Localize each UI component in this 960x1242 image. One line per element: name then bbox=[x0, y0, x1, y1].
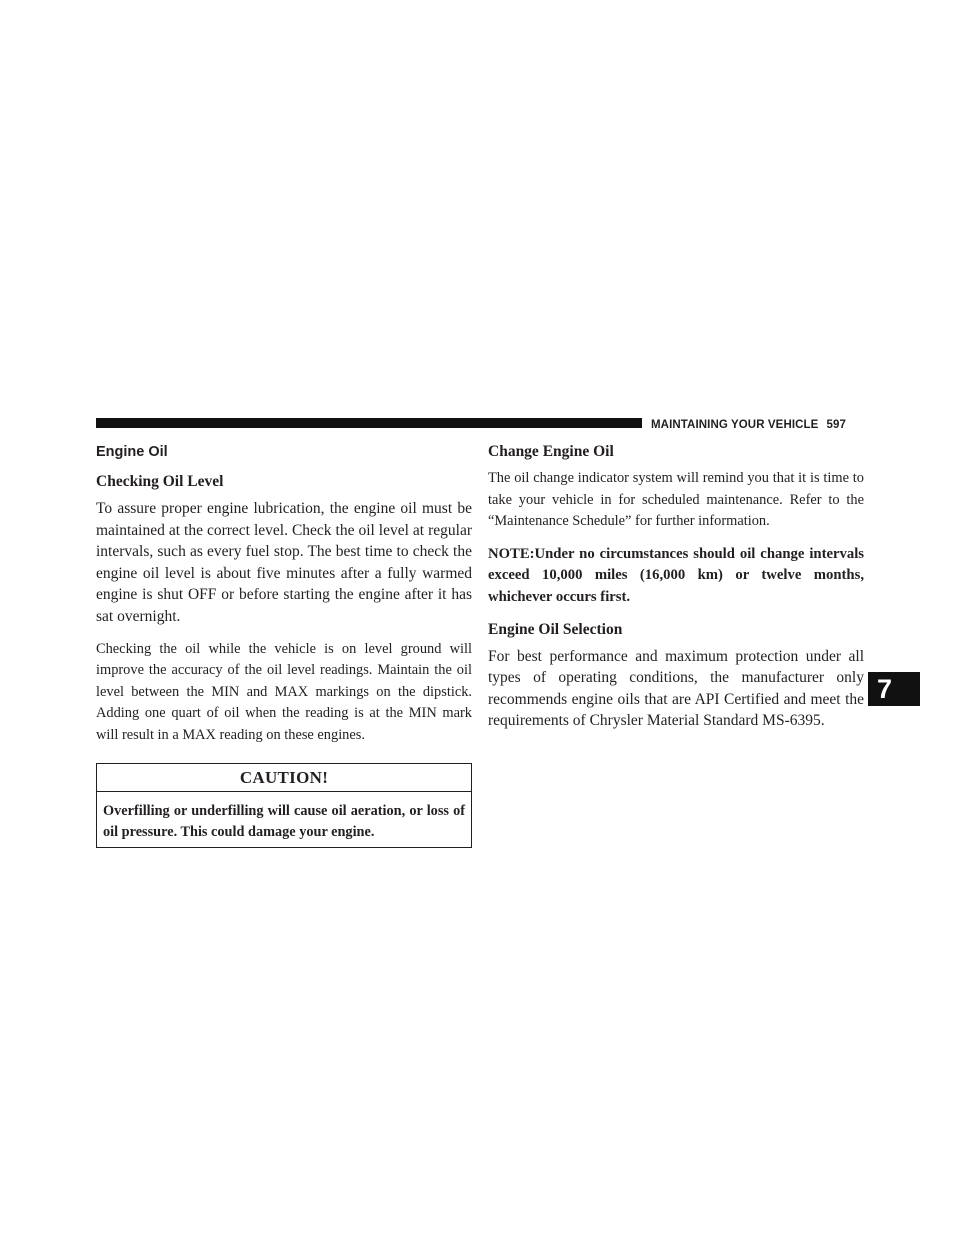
caution-body: Overfilling or underfilling will cause oil aeration, or loss of oil pressure. This could damage your engine. bbox=[103, 802, 465, 840]
paragraph-oil-change-indicator: The oil change indicator system will remind you that it is time to take your vehicle in for scheduled maintenance. Refer to the “Maintenance Schedule” for further information. bbox=[488, 470, 864, 530]
note-oil-change-interval: NOTE:Under no circumstances should oil change intervals exceed 10,000 miles (16,000 km) or twelve months, whichever occurs first. bbox=[488, 545, 864, 605]
left-column bbox=[96, 440, 472, 848]
page-number: 597 bbox=[826, 419, 846, 431]
header-rule bbox=[96, 418, 642, 428]
subsection-title-checking-oil-level: Checking Oil Level bbox=[96, 473, 224, 490]
right-column bbox=[488, 440, 864, 732]
subsection-title-engine-oil-selection: Engine Oil Selection bbox=[488, 620, 623, 638]
caution-title: CAUTION! bbox=[97, 764, 471, 792]
paragraph-oil-lubrication: To assure proper engine lubrication, the engine oil must be maintained at the correct level. Check the oil level at regular intervals, such as every fuel stop. The best time to check the engine oil level is about five minutes after a fully warmed engine is shut OFF or before starting the engine after it has sat overnight. bbox=[96, 500, 472, 625]
subsection-title-change-engine-oil: Change Engine Oil bbox=[488, 443, 614, 460]
paragraph-oil-selection: For best performance and maximum protection under all types of operating conditions, the manufacturer only recommends engine oils that are API Certified and meet the requirements of Chrysler Material Standard MS-6395. bbox=[488, 647, 864, 730]
running-head bbox=[651, 418, 871, 432]
running-head-title: MAINTAINING YOUR VEHICLE bbox=[651, 419, 819, 431]
caution-box bbox=[96, 763, 472, 848]
paragraph-oil-level-reading: Checking the oil while the vehicle is on level ground will improve the accuracy of the oil level readings. Maintain the oil level between the MIN and MAX markings on the dipstick. Adding one quart of oil when the reading is at the MIN mark will result in a MAX reading on these engines. bbox=[96, 640, 472, 743]
section-title: Engine Oil bbox=[96, 444, 168, 460]
chapter-tab: 7 bbox=[868, 672, 920, 706]
